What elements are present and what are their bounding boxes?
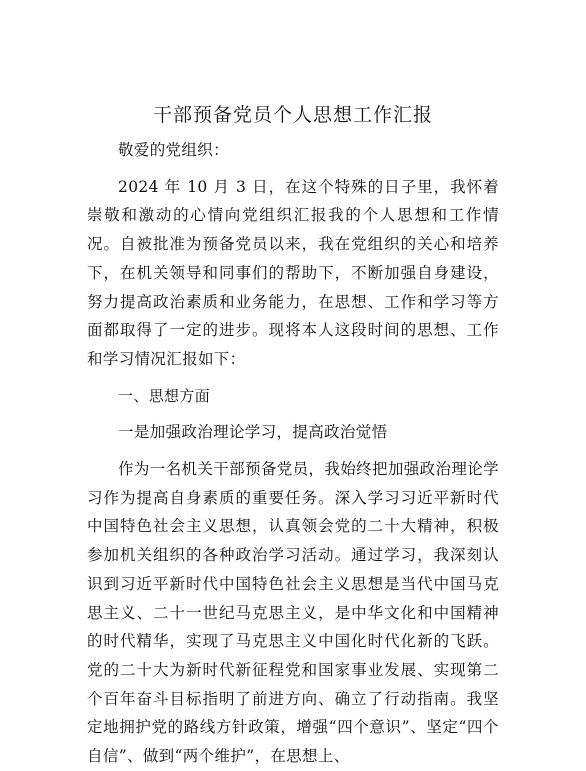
document-title: 干部预备党员个人思想工作汇报 (152, 104, 433, 126)
document-body (87, 136, 499, 771)
salutation: 敬爱的党组织： (118, 141, 229, 159)
subheading-theory-study: 一是加强政治理论学习，提高政治觉悟 (118, 423, 388, 442)
paragraph-intro: 2024 年 10 月 3 日，在这个特殊的日子里，我怀着崇敬和激动的心情向党组织汇报我的个人思想和工作情况。自被批准为预备党员以来，我在党组织的关心和培养下，在机关领导和同事们的帮助下，不断加强自身建设，努力提高政治素质和业务能力，在思想、工作和学习等方面都取得了一定的进步。现将本人这段时间的思想、工作和学习情况汇报如下： (87, 177, 499, 368)
paragraph-theory-study: 作为一名机关干部预备党员，我始终把加强政治理论学习作为提高自身素质的重要任务。深入学习习近平新时代中国特色社会主义思想，认真领会党的二十大精神，积极参加机关组织的各种政治学习活动。通过学习，我深刻认识到习近平新时代中国特色社会主义思想是当代中国马克思主义、二十一世纪马克思主义，是中华文化和中国精神的时代精华，实现了马克思主义中国化时代化新的飞跃。党的二十大为新时代新征程党和国家事业发展、实现第二个百年奋斗目标指明了前进方向、确立了行动指南。我坚定地拥护党的路线方针政策，增强“四个意识”、坚定“四个自信”、做到“两个维护”，在思想上、 (87, 460, 499, 766)
section-heading-thought: 一、思想方面 (118, 386, 211, 405)
